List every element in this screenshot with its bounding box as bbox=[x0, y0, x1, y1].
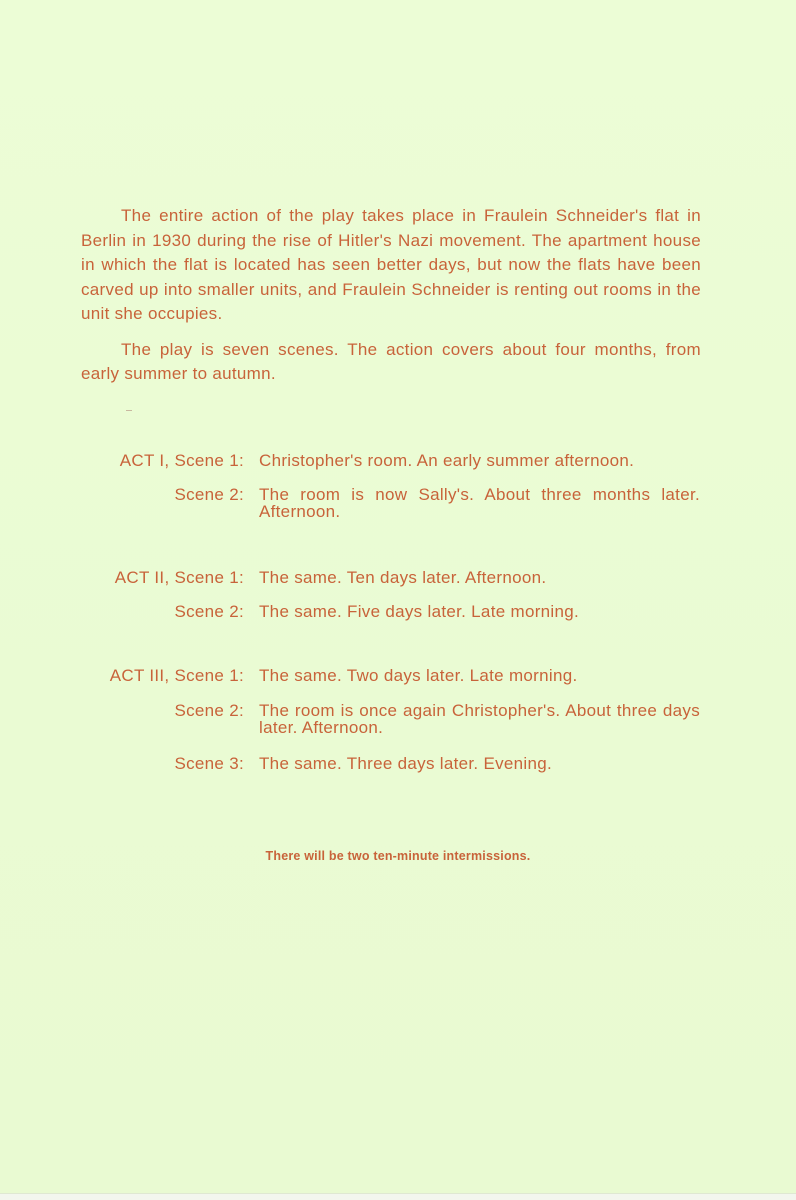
scene-description: The room is once again Christopher's. About three days later. Afternoon. bbox=[259, 701, 700, 737]
synopsis-paragraph-duration: The play is seven scenes. The action covers about four months, from early summer to autumn. bbox=[81, 339, 701, 383]
scene-label: ACT I, Scene 1: bbox=[119, 451, 244, 470]
intermission-note: There will be two ten-minute intermissions. bbox=[265, 849, 531, 863]
scene-description: The same. Five days later. Late morning. bbox=[259, 602, 580, 621]
scene-description: Christopher's room. An early summer afternoon. bbox=[259, 451, 635, 470]
scene-description: The room is now Sally's. About three months later. Afternoon. bbox=[259, 485, 700, 521]
scene-label: ACT III, Scene 1: bbox=[109, 666, 244, 685]
page-bottom-edge bbox=[0, 1193, 796, 1200]
synopsis-paragraph-setting: The entire action of the play takes place in Fraulein Schneider's flat in Berlin in 1930 during the rise of Hitler's Nazi movement. The apartment house in which the flat is located has seen better days, but now the flats have been carved up into smaller units, and Fraulein Schneider is renting out rooms in the unit she occupies. bbox=[81, 206, 701, 323]
scene-description: The same. Three days later. Evening. bbox=[259, 754, 553, 773]
synopsis-section bbox=[81, 204, 701, 387]
scene-label: Scene 3: bbox=[174, 754, 244, 773]
scene-label: Scene 2: bbox=[174, 602, 244, 621]
scene-label: ACT II, Scene 1: bbox=[114, 568, 244, 587]
decorative-tick-mark bbox=[126, 410, 132, 411]
scene-label: Scene 2: bbox=[174, 485, 244, 504]
scene-label: Scene 2: bbox=[174, 701, 244, 720]
scene-description: The same. Ten days later. Afternoon. bbox=[259, 568, 547, 587]
scene-description: The same. Two days later. Late morning. bbox=[259, 666, 578, 685]
